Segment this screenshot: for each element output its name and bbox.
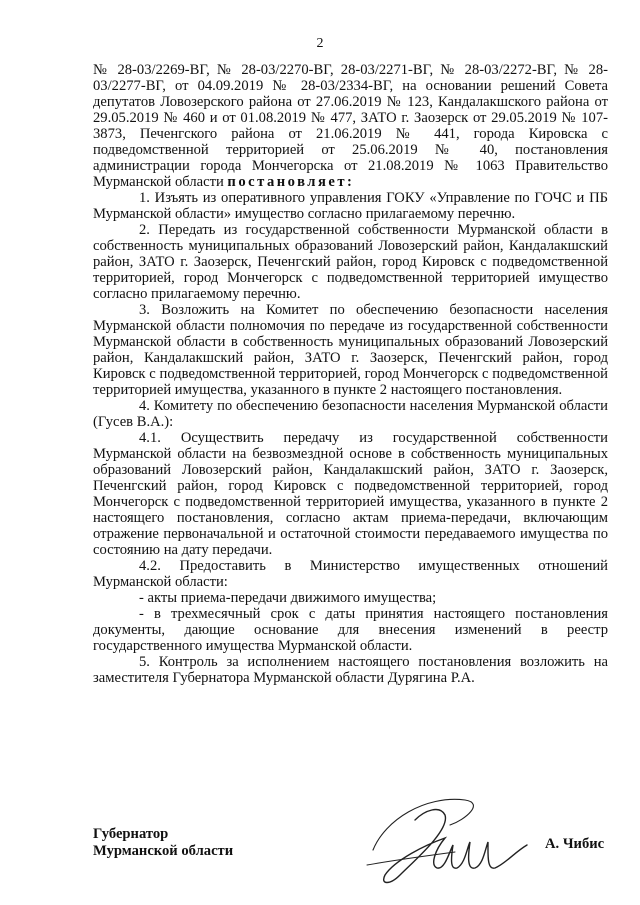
document-body <box>93 62 608 686</box>
item-3: 3. Возложить на Комитет по обеспечению безопасности населения Мурманской области полномочия по передаче из государственной собственности Мурманской области в собственность муниципальных образований Ловозерский район, Кандалакшский район, ЗАТО г. Заозерск, Печенгский район, город Кировск с подведомственной территорией, город Мончегорск с подведомственной территорией имущества, указанного в пункте 2 настоящего постановления. <box>93 302 608 398</box>
signatory-title <box>93 826 233 860</box>
page-number: 2 <box>316 36 324 51</box>
signatory-title-line2: Мурманской области <box>93 843 234 859</box>
handwritten-signature <box>355 790 535 900</box>
signatory-name: А. Чибис <box>545 836 605 852</box>
item-4-2-dash-2: - в трехмесячный срок с даты принятия настоящего постановления документы, дающие основание для внесения изменений в реестр государственного имущества Мурманской области. <box>93 606 608 654</box>
item-4: 4. Комитету по обеспечению безопасности населения Мурманской области (Гусев В.А.): <box>93 398 608 430</box>
item-4-2: 4.2. Предоставить в Министерство имущественных отношений Мурманской области: <box>93 558 608 590</box>
intro-paragraph <box>93 62 608 190</box>
item-2: 2. Передать из государственной собственности Мурманской области в собственность муниципальных образований Ловозерский район, Кандалакшский район, ЗАТО г. Заозерск, Печенгский район, город Кировск с подведомственной территорией, город Мончегорск с подведомственной территорией имущество согласно прилагаемому перечню. <box>93 222 608 302</box>
resolves-keyword: постановляет: <box>227 174 355 190</box>
intro-text: № 28-03/2269-ВГ, № 28-03/2270-ВГ, 28-03/2271-ВГ, № 28-03/2272-ВГ, № 28-03/2277-ВГ, от 04.09.2019 № 28-03/2334-ВГ, на основании решений Совета депутатов Ловозерского района от 27.06.2019 № 123, Кандалакшского района от 29.05.2019 № 460 и от 01.08.2019 № 477, ЗАТО г. Заозерск от 29.05.2019 № 107-3873, Печенгского района от 21.06.2019 № 441, города Кировска с подведомственной территорией от 25.06.2019 № 40, постановления администрации города Мончегорска от 21.08.2019 № 1063 Правительство Мурманской области <box>93 62 608 190</box>
item-4-2-dash-1: - акты приема-передачи движимого имущества; <box>139 590 437 606</box>
item-4-1: 4.1. Осуществить передачу из государственной собственности Мурманской области на безвозмездной основе в собственность муниципальных образований Ловозерский район, Кандалакшский район, ЗАТО г. Заозерск, Печенгский район, город Кировск с подведомственной территорией, город Мончегорск с подведомственной территорией имущества, указанного в пункте 2 настоящего постановления, согласно актам приема-передачи, включающим отражение первоначальной и остаточной стоимости передаваемого имущества по состоянию на дату передачи. <box>93 430 608 558</box>
item-1: 1. Изъять из оперативного управления ГОКУ «Управление по ГОЧС и ПБ Мурманской области» имущество согласно прилагаемому перечню. <box>93 190 608 222</box>
signatory-title-line1: Губернатор <box>93 826 169 842</box>
item-5: 5. Контроль за исполнением настоящего постановления возложить на заместителя Губернатора Мурманской области Дурягина Р.А. <box>93 654 608 686</box>
